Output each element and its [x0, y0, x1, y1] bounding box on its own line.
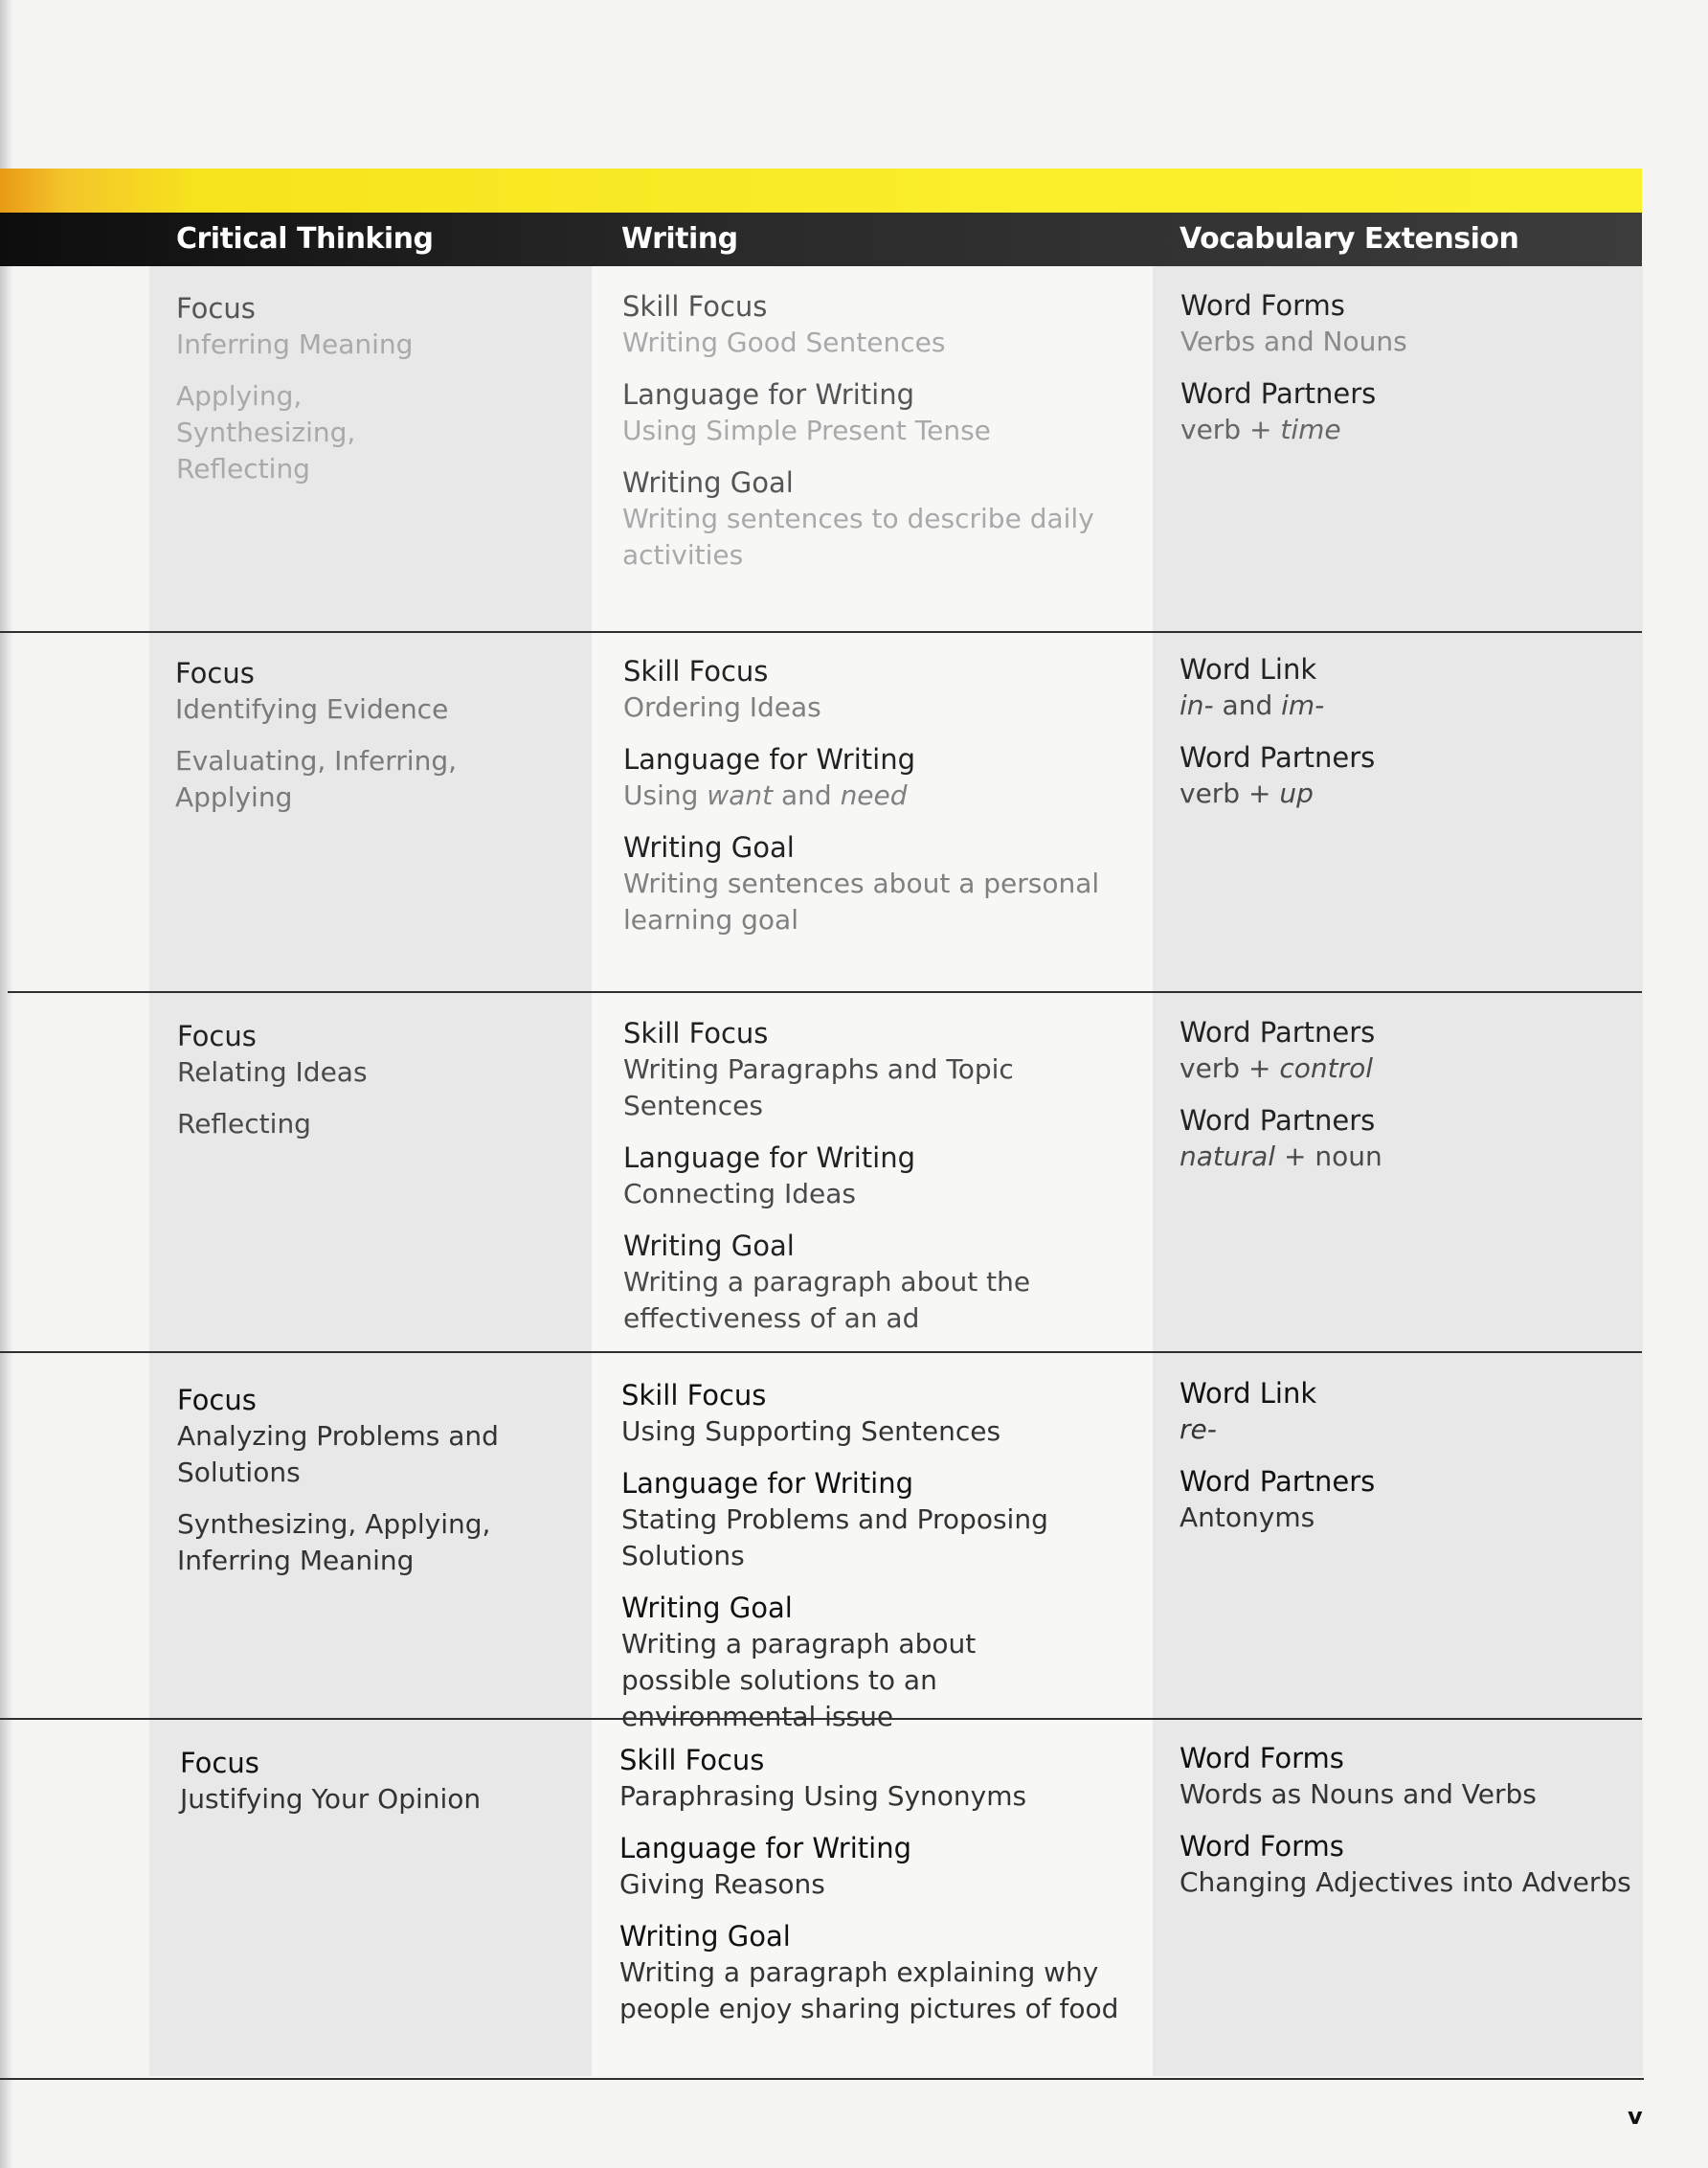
header-writing: Writing [621, 222, 738, 256]
row-3-vocabulary [1180, 1014, 1629, 1190]
word-forms-value: Words as Nouns and Verbs [1180, 1778, 1537, 1810]
writing-goal-label: Writing Goal [623, 831, 795, 864]
row-1-vocabulary [1180, 287, 1630, 463]
word-link-value: re- [1180, 1413, 1217, 1445]
row-5-critical-thinking [180, 1745, 563, 1833]
word-link-label: Word Link [1180, 1377, 1317, 1410]
row-1-writing [622, 288, 1139, 589]
language-for-writing-value: Connecting Ideas [623, 1178, 856, 1209]
word-partners-label: Word Partners [1180, 1104, 1376, 1137]
row-2-writing [623, 653, 1140, 954]
header-critical-thinking: Critical Thinking [176, 222, 434, 256]
writing-goal-value: Writing sentences about a personal learning goal [623, 868, 1100, 936]
row-3-critical-thinking [177, 1018, 579, 1158]
focus-value: Justifying Your Opinion [180, 1783, 482, 1815]
writing-goal-label: Writing Goal [619, 1920, 791, 1953]
writing-goal-label: Writing Goal [623, 1230, 795, 1262]
skill-focus-label: Skill Focus [622, 290, 768, 323]
language-for-writing-label: Language for Writing [622, 378, 914, 411]
word-partners-value: Antonyms [1180, 1502, 1315, 1533]
focus-value: Relating Ideas [177, 1056, 368, 1088]
word-partners-label: Word Partners [1180, 377, 1377, 410]
writing-goal-value: Writing a paragraph about possible solutions to an environmental issue [621, 1628, 977, 1732]
critical-thinking-skills: Synthesizing, Applying, Inferring Meaning [177, 1508, 491, 1576]
row-1-critical-thinking [176, 290, 578, 503]
focus-label: Focus [175, 657, 255, 689]
language-for-writing-label: Language for Writing [619, 1832, 911, 1864]
skill-focus-label: Skill Focus [623, 655, 769, 688]
writing-goal-label: Writing Goal [621, 1592, 793, 1624]
skill-focus-value: Paraphrasing Using Synonyms [619, 1780, 1027, 1812]
page-number: v [1628, 2103, 1643, 2130]
yellow-banner [0, 169, 1642, 215]
word-partners-value: verb + time [1180, 414, 1341, 445]
word-partners-label: Word Partners [1180, 1016, 1376, 1049]
page-gutter-shadow [0, 0, 13, 2168]
row-2-vocabulary [1180, 651, 1629, 827]
word-partners-value: verb + control [1180, 1052, 1374, 1084]
row-divider [8, 991, 1642, 993]
focus-value: Identifying Evidence [175, 693, 449, 725]
skill-focus-value: Ordering Ideas [623, 691, 821, 723]
language-for-writing-value: Using Simple Present Tense [622, 415, 991, 446]
row-5-vocabulary [1180, 1740, 1634, 1916]
skill-focus-label: Skill Focus [621, 1379, 767, 1411]
row-divider [0, 2078, 1644, 2080]
skill-focus-value: Using Supporting Sentences [621, 1415, 1001, 1447]
word-link-value: in- and im- [1180, 689, 1325, 721]
skill-focus-value: Writing Paragraphs and Topic Sentences [623, 1053, 1014, 1121]
focus-value: Inferring Meaning [176, 328, 414, 360]
table-header [0, 213, 1642, 266]
focus-value: Analyzing Problems and Solutions [177, 1420, 499, 1488]
row-4-writing [621, 1377, 1138, 1750]
critical-thinking-skills: Evaluating, Inferring, Applying [175, 745, 457, 813]
word-partners-label: Word Partners [1180, 741, 1376, 774]
word-forms-label: Word Forms [1180, 1830, 1344, 1863]
language-for-writing-value: Stating Problems and Proposing Solutions [621, 1503, 1048, 1571]
skill-focus-label: Skill Focus [619, 1744, 765, 1776]
row-3-writing [623, 1015, 1140, 1352]
row-divider [0, 631, 1642, 633]
row-5-writing [619, 1742, 1136, 2043]
focus-label: Focus [176, 292, 256, 325]
critical-thinking-skills: Reflecting [177, 1108, 311, 1140]
word-forms-label: Word Forms [1180, 1742, 1344, 1774]
writing-goal-label: Writing Goal [622, 466, 794, 499]
word-forms-value: Changing Adjectives into Adverbs [1180, 1866, 1631, 1898]
writing-goal-value: Writing a paragraph explaining why people enjoy sharing pictures of food [619, 1956, 1119, 2024]
focus-label: Focus [180, 1747, 259, 1779]
language-for-writing-value: Giving Reasons [619, 1868, 825, 1900]
word-forms-value: Verbs and Nouns [1180, 326, 1407, 357]
language-for-writing-label: Language for Writing [623, 743, 915, 776]
writing-goal-value: Writing a paragraph about the effectiveness of an ad [623, 1266, 1031, 1334]
word-link-label: Word Link [1180, 653, 1317, 686]
word-partners-value: verb + up [1180, 778, 1314, 809]
header-vocabulary-extension: Vocabulary Extension [1180, 222, 1519, 256]
language-for-writing-value: Using want and need [623, 779, 908, 811]
skill-focus-label: Skill Focus [623, 1017, 769, 1050]
row-2-critical-thinking [175, 655, 577, 831]
focus-label: Focus [177, 1384, 257, 1416]
skill-focus-value: Writing Good Sentences [622, 327, 946, 358]
word-partners-value: natural + noun [1180, 1140, 1382, 1172]
row-4-vocabulary [1180, 1375, 1629, 1551]
word-forms-label: Word Forms [1180, 289, 1345, 322]
word-partners-label: Word Partners [1180, 1465, 1376, 1498]
row-4-critical-thinking [177, 1382, 560, 1594]
critical-thinking-skills: Applying, Synthesizing, Reflecting [176, 380, 356, 485]
focus-label: Focus [177, 1020, 257, 1052]
language-for-writing-label: Language for Writing [621, 1467, 913, 1500]
language-for-writing-label: Language for Writing [623, 1141, 915, 1174]
writing-goal-value: Writing sentences to describe daily activities [622, 503, 1094, 571]
